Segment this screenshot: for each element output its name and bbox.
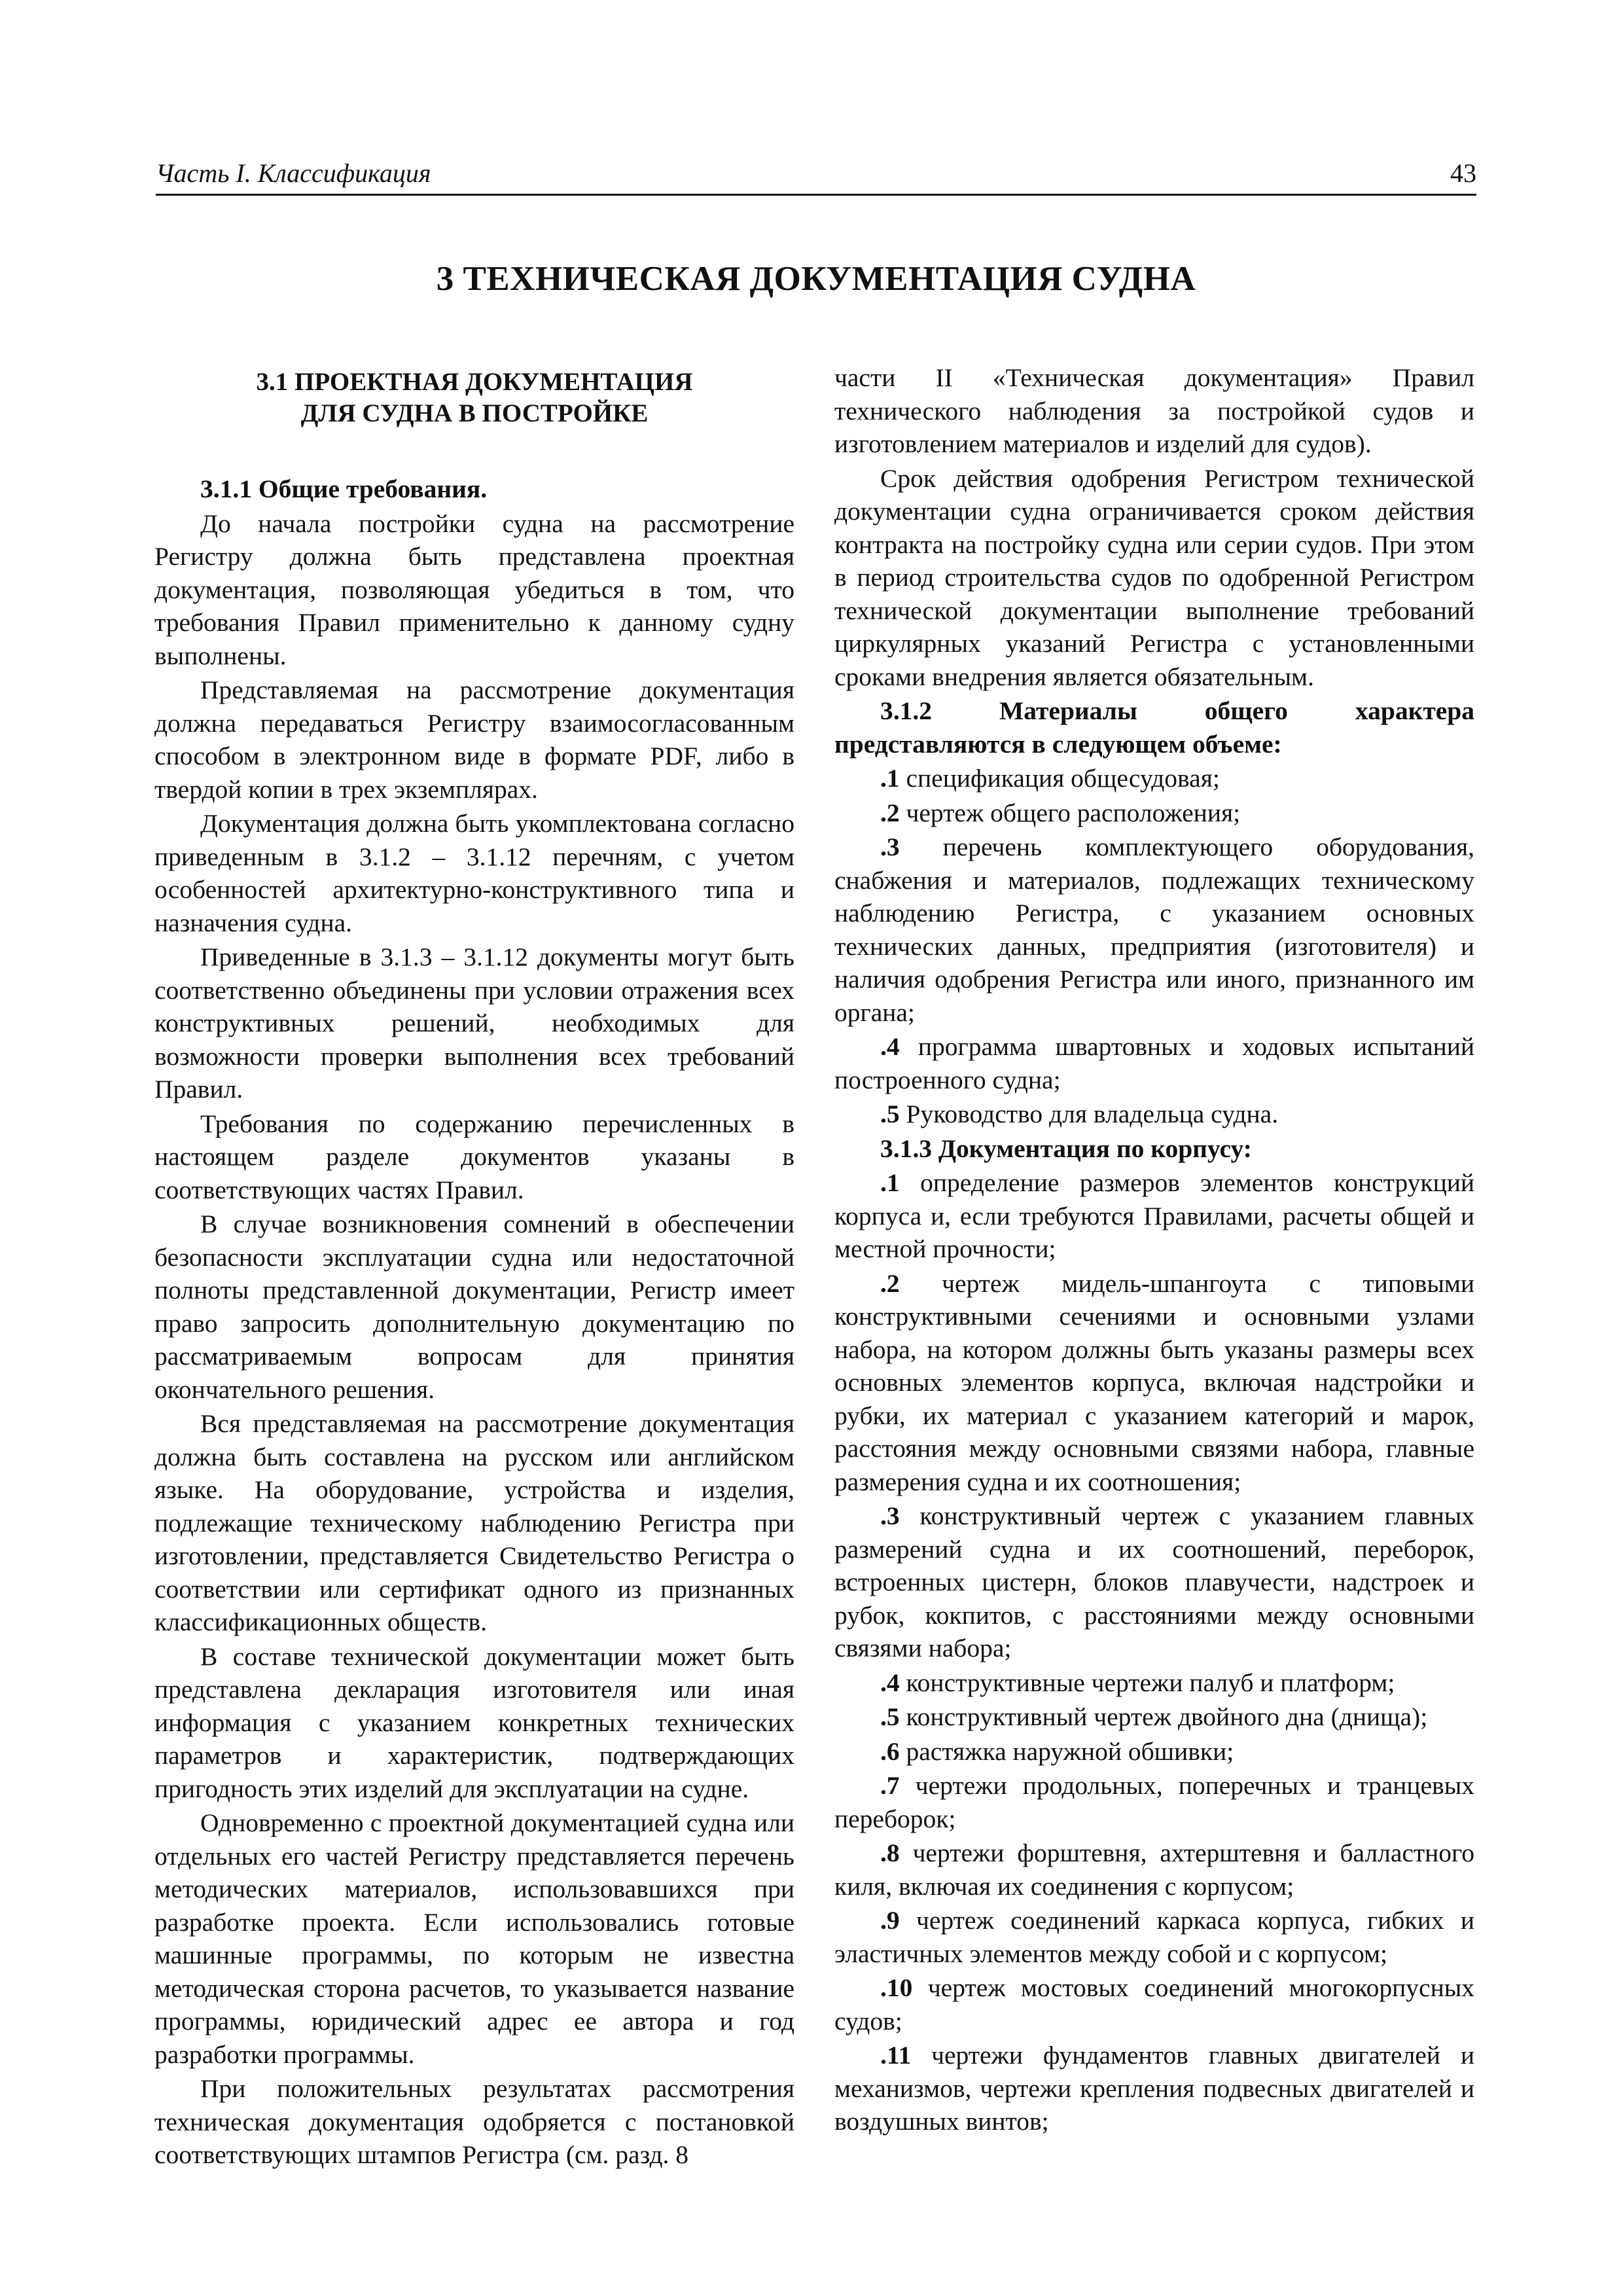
paragraph: Документация должна быть укомплектована согласно приведенным в 3.1.2 – 3.1.12 перечням, с учетом особенностей архитектурно-конструктивного типа и назначения судна.: [154, 809, 794, 937]
item-text: чертежи фундаментов главных двигателей и механизмов, чертежи крепления подвесных двигателей и воздушных винтов;: [834, 2041, 1475, 2136]
list-item: [834, 1769, 1474, 1835]
paragraph: Срок действия одобрения Регистром технической документации судна ограничивается сроком действия контракта на постройку судна или серии судов. При этом в период строительства судов по одобренной Регистром технической документации выполнение требований циркулярных указаний Регистра с установленными сроками внедрения является обязательным.: [834, 463, 1474, 691]
list-item: [834, 1499, 1474, 1665]
running-header: [156, 156, 1476, 196]
item-text: чертежи продольных, поперечных и транцевых переборок;: [834, 1771, 1474, 1833]
item-number: .2: [880, 798, 900, 827]
list-item: [834, 1267, 1474, 1499]
item-number: .4: [880, 1668, 900, 1697]
item-text: перечень комплектующего оборудования, снабжения и материалов, подлежащих техническому наблюдению Регистра, с указанием основных технических данных, предприятия (изготовителя) и наличия одобрения Регистра или иного, признанного им органа;: [834, 833, 1475, 1027]
list-item: [834, 1904, 1474, 1970]
paragraph: В составе технической документации может быть представлена декларация изготовителя или иная информация с указанием конкретных технических параметров и характеристик, подтверждающих пригодность этих изделий для эксплуатации на судне.: [154, 1641, 794, 1803]
list-item: [834, 1837, 1474, 1903]
item-number: .1: [880, 764, 900, 793]
section-title-line2: ДЛЯ СУДНА В ПОСТРОЙКЕ: [300, 399, 649, 427]
item-text: конструктивный чертеж двойного дна (днища);: [906, 1702, 1428, 1731]
list-item: [834, 797, 1474, 830]
paragraph: Приведенные в 3.1.3 – 3.1.12 документы могут быть соответственно объединены при условии отражения всех конструктивных решений, необходимых для возможности проверки выполнения всех требований Правил.: [154, 942, 794, 1103]
item-number: .3: [880, 1501, 900, 1530]
item-text: растяжка наружной обшивки;: [906, 1736, 1234, 1766]
item-number: .5: [880, 1702, 900, 1731]
item-number: .9: [880, 1906, 900, 1935]
page-number: 43: [1450, 158, 1476, 188]
list-item: [834, 1030, 1474, 1096]
paragraph: Требования по содержанию перечисленных в настоящем разделе документов указаны в соответствующих частях Правил.: [154, 1109, 794, 1204]
subsection-heading-3-1-3: 3.1.3 Документация по корпусу:: [880, 1134, 1252, 1163]
item-text: конструктивные чертежи палуб и платформ;: [906, 1668, 1395, 1697]
item-text: чертеж мидель-шпангоута с типовыми конструктивными сечениями и основными узлами набора, на котором должны быть указаны размеры всех основных элементов корпуса, включая надстройки и рубки, их материал с указанием категорий и марок, расстояния между основными связями набора, главные размерения судна и их соотношения;: [834, 1268, 1475, 1496]
right-column: [834, 361, 1474, 2140]
item-text: чертежи форштевня, ахтерштевня и балластного киля, включая их соединения с корпусом;: [834, 1839, 1475, 1901]
item-text: чертеж мостовых соединений многокорпусных судов;: [834, 1973, 1475, 2036]
paragraph: В случае возникновения сомнений в обеспечении безопасности эксплуатации судна или недостаточной полноты представленной документации, Регистр имеет право запросить дополнительную документацию по рассматриваемым вопросам для принятия окончательного решения.: [154, 1210, 794, 1404]
section-title-line1: 3.1 ПРОЕКТНАЯ ДОКУМЕНТАЦИЯ: [256, 368, 693, 396]
item-number: .3: [880, 833, 900, 861]
item-number: .6: [880, 1736, 900, 1766]
item-number: .4: [880, 1032, 900, 1061]
item-number: .10: [880, 1973, 913, 2002]
subsection-heading-3-1-1: 3.1.1 Общие требования.: [200, 475, 488, 503]
list-item: [834, 1971, 1474, 2037]
list-item: [834, 762, 1474, 795]
list-item: [834, 1098, 1474, 1131]
item-number: .1: [880, 1168, 900, 1197]
item-number: .7: [880, 1771, 900, 1800]
paragraph: Представляемая на рассмотрение документация должна передаваться Регистру взаимосогласованным способом в электронном виде в формате PDF, либо в твердой копии в трех экземплярах.: [154, 675, 794, 804]
part-title: Часть I. Классификация: [156, 158, 431, 188]
section-title-3-1: [154, 367, 794, 429]
item-text: спецификация общесудовая;: [906, 764, 1220, 793]
item-number: .2: [880, 1268, 900, 1298]
list-item: [834, 2039, 1474, 2138]
list-item: [834, 1700, 1474, 1734]
paragraph: Одновременно с проектной документацией судна или отдельных его частей Регистру представляется перечень методических материалов, использовавшихся при разработке проекта. Если использовались готовые машинные программы, по которым не известна методическая сторона расчетов, то указывается название программы, юридический адрес ее автора и год разработки программы.: [154, 1808, 794, 2069]
list-item: [834, 1166, 1474, 1266]
list-item: [834, 831, 1474, 1029]
item-number: .5: [880, 1100, 900, 1128]
paragraph: При положительных результатах рассмотрения техническая документация одобряется с постановкой соответствующих штампов Регистра (см. разд. 8: [154, 2074, 794, 2169]
item-text: программа швартовных и ходовых испытаний построенного судна;: [834, 1032, 1475, 1094]
item-text: Руководство для владельца судна.: [906, 1100, 1279, 1128]
item-text: определение размеров элементов конструкций корпуса и, если требуются Правилами, расчеты общей и местной прочности;: [834, 1168, 1474, 1263]
list-item: [834, 1666, 1474, 1700]
paragraph: Вся представляемая на рассмотрение документация должна быть составлена на русском или английском языке. На оборудование, устройства и изделия, подлежащие техническому наблюдению Регистра при изготовлении, представляется Свидетельство Регистра о соответствии или сертификат одного из признанных классификационных обществ.: [154, 1409, 794, 1636]
paragraph-continuation: части II «Техническая документация» Правил технического наблюдения за постройкой судов и изготовлением материалов и изделий для судов).: [834, 363, 1474, 458]
item-number: .11: [880, 2041, 912, 2070]
item-text: чертеж соединений каркаса корпуса, гибких и эластичных элементов между собой и с корпусом;: [834, 1906, 1475, 1968]
paragraph: До начала постройки судна на рассмотрение Регистру должна быть представлена проектная документация, позволяющая убедиться в том, что требования Правил применительно к данному судну выполнены.: [154, 509, 794, 670]
chapter-title: 3 ТЕХНИЧЕСКАЯ ДОКУМЕНТАЦИЯ СУДНА: [436, 260, 1196, 298]
left-column: [154, 361, 794, 2173]
list-item: [834, 1735, 1474, 1768]
item-number: .8: [880, 1839, 900, 1867]
item-text: чертеж общего расположения;: [906, 798, 1241, 827]
subsection-heading-3-1-2: 3.1.2 Материалы общего характера представляются в следующем объеме:: [834, 696, 1474, 759]
item-text: конструктивный чертеж с указанием главных размерений судна и их соотношений, переборок, встроенных цистерн, блоков плавучести, надстроек и рубок, кокпитов, с расстояниями между основными связями набора;: [834, 1501, 1475, 1662]
